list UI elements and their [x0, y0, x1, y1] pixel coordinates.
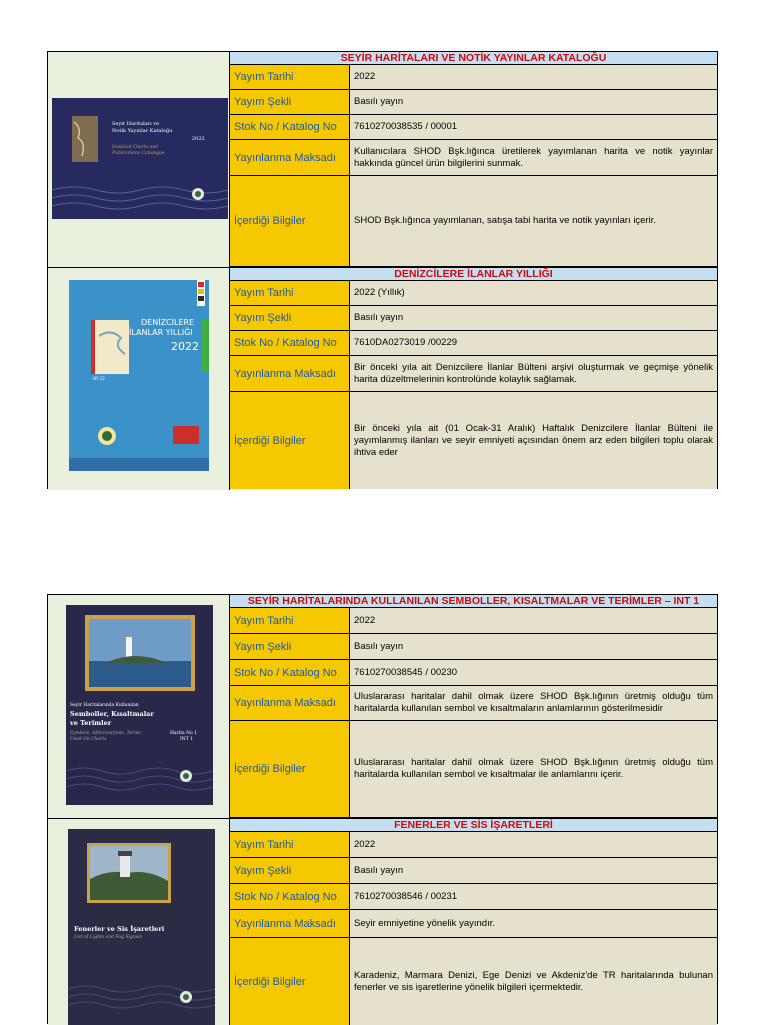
cover-image-notices [69, 280, 209, 471]
catalog-table-1 [47, 51, 718, 489]
cover-title-line1: Fenerler ve Sis İşaretleri [74, 925, 165, 933]
label-content: İçerdiği Bilgiler [230, 176, 350, 266]
cover-title-line0: Seyir Haritalarında Kullanılan [70, 703, 139, 708]
row-date [230, 281, 717, 306]
label-date: Yayım Tarihi [230, 832, 350, 857]
value-stock: 7610270038535 / 00001 [350, 115, 717, 139]
value-date: 2022 (Yıllık) [350, 281, 717, 305]
cover-cell [48, 595, 230, 818]
cover-subtitle-line2: Publications Catalogue [112, 151, 165, 156]
row-stock [230, 884, 717, 910]
value-content: Uluslararası haritalar dahil olmak üzere SHOD Bşk.lığının üretmiş olduğu tüm haritalarda kullanılan sembol ve kısaltmalar ile anlamlarını içerir. [350, 721, 717, 817]
cover-cell [48, 52, 230, 267]
label-content: İçerdiği Bilgiler [230, 938, 350, 1025]
cover-title-line1: Semboller, Kısaltmalar [70, 710, 154, 718]
label-stock: Stok No / Katalog No [230, 660, 350, 685]
row-format [230, 90, 717, 115]
label-content: İçerdiği Bilgiler [230, 392, 350, 489]
label-purpose: Yayınlanma Maksadı [230, 910, 350, 937]
publication-title: SEYİR HARİTALARI VE NOTİK YAYINLAR KATALOĞU [230, 52, 717, 65]
catalog-table-2 [47, 594, 718, 1024]
row-content [230, 392, 717, 489]
cover-subtitle-line1: Symbols, Abbreviations, Terms [70, 731, 141, 736]
value-format: Basılı yayın [350, 634, 717, 659]
cover-title-line2: ve Terimler [70, 719, 112, 727]
cover-subtitle-line1: Nautical Charts and [112, 145, 159, 150]
value-format: Basılı yayın [350, 858, 717, 883]
cover-title-line1: Seyir Haritaları ve [112, 121, 160, 127]
cover-image-catalog [52, 98, 228, 219]
value-content: Karadeniz, Marmara Denizi, Ege Denizi ve Akdeniz'de TR haritalarında bulunan fenerler ve sis işaretlerine yönelik bilgileri içermektedir. [350, 938, 717, 1025]
value-stock: 7610270038546 / 00231 [350, 884, 717, 909]
label-format: Yayım Şekli [230, 634, 350, 659]
value-format: Basılı yayın [350, 306, 717, 330]
value-date: 2022 [350, 832, 717, 857]
label-stock: Stok No / Katalog No [230, 884, 350, 909]
cover-cell [48, 268, 230, 490]
row-purpose [230, 910, 717, 938]
publication-title: SEYİR HARİTALARINDA KULLANILAN SEMBOLLER, KISALTMALAR VE TERİMLER – INT 1 [230, 595, 717, 608]
cover-year: 2022 [192, 136, 205, 142]
cover-cell [48, 819, 230, 1025]
label-format: Yayım Şekli [230, 306, 350, 330]
cover-title-line1: DENİZCİLERE [141, 318, 195, 327]
label-stock: Stok No / Katalog No [230, 115, 350, 139]
cover-title-line2: Notik Yayınlar Kataloğu [112, 128, 173, 134]
row-date [230, 832, 717, 858]
cover-image-symbols [66, 605, 213, 805]
row-stock [230, 331, 717, 356]
value-purpose: Uluslararası haritalar dahil olmak üzere SHOD Bşk.lığının üretmiş olduğu tüm haritalarda kullanılan sembol ve kısaltmaların anlamlarının gösterilmesidir [350, 686, 717, 720]
publication-title: DENİZCİLERE İLANLAR YILLIĞI [230, 268, 717, 281]
row-format [230, 306, 717, 331]
cover-int-code: INT 1 [180, 737, 194, 742]
value-purpose: Bir önceki yıla ait Denizcilere İlanlar Bülteni arşivi oluşturmak ve geçmişe yönelik harita düzeltmelerinin kontrolünde kolaylık sağlamak. [350, 356, 717, 391]
label-purpose: Yayınlanma Maksadı [230, 356, 350, 391]
row-purpose [230, 356, 717, 392]
value-content: Bir önceki yıla ait (01 Ocak-31 Aralık) Haftalık Denizcilere İlanlar Bülteni ile yayımlanmış ilanları ve seyir emniyeti açısından önem arz eden bilgileri toplu olarak ihtiva eder [350, 392, 717, 489]
row-purpose [230, 140, 717, 176]
cover-title-line2: İLANLAR YILLIĞI [129, 328, 193, 337]
row-content [230, 938, 717, 1025]
value-stock: 7610270038545 / 00230 [350, 660, 717, 685]
label-purpose: Yayınlanma Maksadı [230, 140, 350, 175]
row-format [230, 634, 717, 660]
cover-chart-number: Harita No 1 [170, 731, 198, 736]
value-date: 2022 [350, 608, 717, 633]
label-stock: Stok No / Katalog No [230, 331, 350, 355]
row-date [230, 608, 717, 634]
value-format: Basılı yayın [350, 90, 717, 114]
value-content: SHOD Bşk.lığınca yayımlanan, satışa tabi harita ve notik yayınları içerir. [350, 176, 717, 266]
row-stock [230, 115, 717, 140]
row-format [230, 858, 717, 884]
row-content [230, 176, 717, 267]
value-date: 2022 [350, 65, 717, 89]
row-content [230, 721, 717, 818]
value-stock: 7610DA0273019 /00229 [350, 331, 717, 355]
value-purpose: Seyir emniyetine yönelik yayındır. [350, 910, 717, 937]
cover-image-lights [68, 829, 215, 1025]
label-content: İçerdiği Bilgiler [230, 721, 350, 817]
value-purpose: Kullanıcılara SHOD Bşk.lığınca üretilerek yayımlanan harita ve notik yayınlar hakkında güncel ürün bilgilerini sunmak. [350, 140, 717, 175]
publication-title: FENERLER VE SİS İŞARETLERİ [230, 819, 717, 832]
cover-year: 2022 [171, 340, 199, 353]
label-date: Yayım Tarihi [230, 608, 350, 633]
cover-code: NY 12 [93, 376, 105, 381]
label-format: Yayım Şekli [230, 90, 350, 114]
label-date: Yayım Tarihi [230, 281, 350, 305]
row-stock [230, 660, 717, 686]
cover-subtitle-line1: List of Lights and Fog Signals [74, 935, 143, 940]
label-purpose: Yayınlanma Maksadı [230, 686, 350, 720]
row-purpose [230, 686, 717, 721]
label-format: Yayım Şekli [230, 858, 350, 883]
cover-subtitle-line2: Used On Charts [70, 737, 107, 742]
row-date [230, 65, 717, 90]
label-date: Yayım Tarihi [230, 65, 350, 89]
